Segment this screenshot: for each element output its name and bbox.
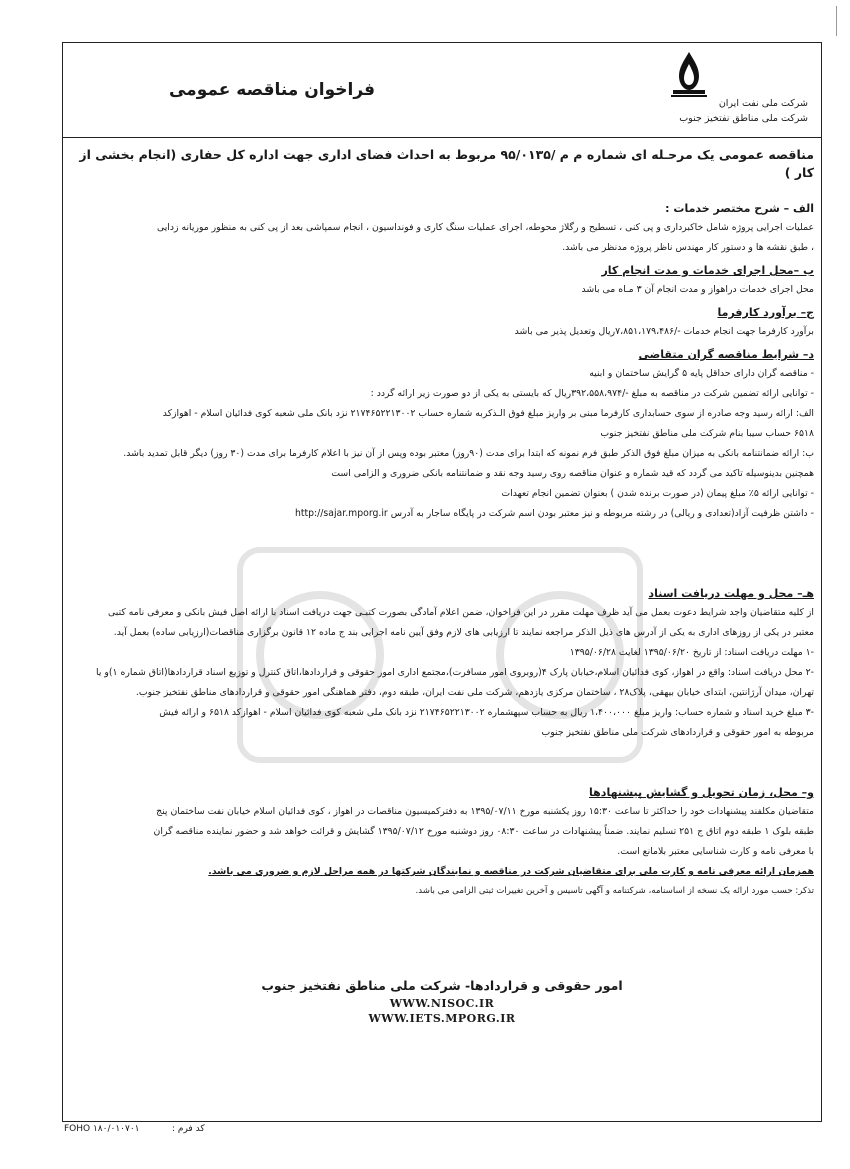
section-heading: الف – شرح مختصر خدمات :	[665, 202, 814, 215]
note-text: تذکر: حسب مورد ارائه یک نسخه از اساسنامه، شرکتنامه و آگهی تاسیس و آخرین تغییرات ثبتی الزامی می باشد.	[415, 886, 814, 896]
section-heading: ب –محل اجرای خدمات و مدت انجام کار	[601, 264, 814, 277]
section-line: تهران، میدان آرژانتین، ابتدای خیابان بیهقی، پلاک۲۸ ، ساختمان مرکزی یازدهم، شرکت ملی نفت ایران، طبقه دوم، دفتر هماهنگی امور حقوقی و قراردادهای مناطق نفتخیز جنوب.	[135, 687, 814, 698]
section-line: - داشتن ظرفیت آزاد(تعدادی و ریالی) در رشته مربوطه و نیز معتبر بودن اسم شرکت در پایگاه ساجار به آدرس http://sajar.mporg.ir	[294, 508, 814, 519]
spacer	[70, 744, 814, 778]
section-c	[70, 304, 814, 340]
section-f	[70, 784, 814, 900]
section-heading: هـ– محل و مهلت دریافت اسناد	[648, 587, 814, 600]
section-b	[70, 262, 814, 298]
document-body	[70, 146, 814, 903]
section-heading: ج– برآورد کارفرما	[717, 306, 814, 319]
footer-department: امور حقوقی و قراردادها- شرکت ملی مناطق نفتخیز جنوب	[261, 978, 623, 993]
section-line: - توانایی ارائه تضمین شرکت در مناقصه به مبلغ -/۳۹۲،۵۵۸،۹۷۴ریال که بایستی به یکی از دو صورت زیر ارائه گردد :	[370, 388, 814, 399]
form-code-label: کد فرم :	[172, 1124, 205, 1134]
section-line: عملیات اجرایی پروژه شامل خاکبرداری و پی کنی ، تسطیح و رگلاژ محوطه، اجرای عملیات سنگ کاری و فونداسیون ، انجام سمپاشی بعد از پی کنی به منظور موریانه زدایی	[156, 222, 814, 233]
section-line: از کلیه متقاضیان واجد شرایط دعوت بعمل می آید ظرف مهلت مقرر در این فراخوان، ضمن اعلام آمادگی بصورت کتبـی جهت دریافت اسناد با ارائه اصل فیش بانکی و معرفی نامه کتبی	[108, 607, 814, 618]
page-edge	[826, 6, 837, 36]
section-a	[70, 200, 814, 256]
footer-website-2: WWW.IETS.MPORG.IR	[368, 1012, 516, 1025]
section-line: با معرفی نامه و کارت شناسایی معتبر بلامانع است.	[617, 846, 814, 857]
section-line: -۱ مهلت دریافت اسناد: از تاریخ ۱۳۹۵/۰۶/۲۰ لغایت ۱۳۹۵/۰۶/۲۸	[569, 647, 814, 658]
section-line: -۳ مبلغ خرید اسناد و شماره حساب: واریز مبلغ ۱،۴۰۰،۰۰۰ ریال به حساب سپهشماره ۲۱۷۴۶۵۲۲۱۳۰۰۲ نزد بانک ملی شعبه کوی فدائیان اسلام - اهوازکد ۶۵۱۸ و ارائه فیش	[159, 707, 814, 718]
company-logo-block	[578, 50, 808, 134]
section-line: - مناقصه گران دارای حداقل پایه ۵ گرایش ساختمان و ابنیه	[589, 368, 814, 379]
company-name-line2: شرکت ملی مناطق نفتخیز جنوب	[679, 113, 808, 124]
section-line: -۲ محل دریافت اسناد: واقع در اهواز، کوی فدائیان اسلام،خیابان پارک ۴(روبروی امور مسافرت)،مجتمع اداری امور حقوقی و قراردادها،اتاق کنترل و توزیع اسناد قراردادها(اتاق شماره ۱)و یا	[96, 667, 814, 678]
section-line: - توانایی ارائه ۵٪ مبلغ پیمان (در صورت برنده شدن ) بعنوان تضمین انجام تعهدات	[501, 488, 814, 499]
company-name	[578, 96, 808, 126]
nioc-logo-icon	[665, 50, 713, 98]
spacer	[70, 525, 814, 579]
form-code: FOHO ۱۸۰/۰۱۰۷۰۱	[64, 1124, 140, 1134]
section-heading: د– شرایط مناقصه گران متقاضی	[638, 348, 814, 361]
section-e	[70, 585, 814, 741]
section-line: متقاضیان مکلفند پیشنهادات خود را حداکثر تا ساعت ۱۵:۳۰ روز یکشنبه مورخ ۱۳۹۵/۰۷/۱۱ به دفترکمیسیون مناقصات در اهواز ، کوی فدائیان اسلام خیابان نفت ساختمان پنج	[156, 806, 814, 817]
section-line: طبقه بلوک ۱ طبقه دوم اتاق ج ۲۵۱ تسلیم نمایند. ضمناً پیشنهادات در ساعت ۰۸:۳۰ روز دوشنبه مورخ ۱۳۹۵/۰۷/۱۲ گشایش و قرائت خواهد شد و حضور نماینده مناقصه گران	[153, 826, 814, 837]
section-line: همچنین بدینوسیله تاکید می گردد که قید شماره و عنوان مناقصه روی رسید وجه نقد و ضمانتنامه بانکی ضروری و الزامی است	[331, 468, 814, 479]
document-footer	[62, 976, 822, 1026]
notice-bold: همزمان ارائه معرفی نامه و کارت ملی برای متقاضیان شرکت در مناقصه و نمایندگان شرکتها در همه مراحل لازم و ضروری می باشد.	[208, 866, 814, 877]
document-header	[62, 42, 822, 138]
section-heading: و– محل، زمان تحویل و گشایش پیشنهادها	[589, 786, 814, 799]
section-line: معتبر در یکی از روزهای اداری به یکی از آدرس های ذیل الذکر مراجعه نمایند تا ارزیابی های لازم وفق آیین نامه اجرایی بند ج ماده ۱۲ قانون برگزاری مناقصات(ارزیابی ساده) بعمل آید.	[113, 627, 814, 638]
section-line: ب: ارائه ضمانتنامه بانکی به میزان مبلغ فوق الذکر طبق فرم نمونه که ابتدا برای مدت (۹۰روز) معتبر بوده وپس از آن نیز با اعلام کارفرما برای مدت (۳۰ روز) دیگر قابل تمدید باشد.	[123, 448, 814, 459]
section-line: الف: ارائه رسید وجه صادره از سوی حسابداری کارفرما مبنی بر واریز مبلغ فوق الـذکربه شماره حساب ۲۱۷۴۶۵۲۲۱۳۰۰۲ نزد بانک ملی شعبه کوی فدائیان اسلام - اهوازکد	[162, 408, 814, 419]
section-line: ۶۵۱۸ حساب سیبا بنام شرکت ملی مناطق نفتخیز جنوب	[600, 428, 814, 439]
section-d	[70, 346, 814, 522]
tender-title: مناقصه عمومی یک مرحـله ای شماره م م /۹۵/۰۱۳۵ مربوط به احداث فضای اداری جهت اداره کل حفاری (انجام بخشی از کار )	[79, 147, 814, 180]
page-title: فراخوان مناقصه عمومی	[168, 80, 376, 100]
section-line: برآورد کارفرما جهت انجام خدمات -/۷،۸۵۱،۱۷۹،۴۸۶ریال وتعدیل پذیر می باشد	[514, 326, 814, 337]
footer-website-1: WWW.NISOC.IR	[389, 997, 495, 1010]
section-line: مربوطه به امور حقوقی و قراردادهای شرکت ملی مناطق نفتخیز جنوب	[541, 727, 814, 738]
section-line: محل اجرای خدمات دراهواز و مدت انجام آن ۳ مـاه می باشد	[581, 284, 814, 295]
section-line: ، طبق نقشه ها و دستور کار مهندس ناظر پروژه مدنظر می باشد.	[562, 242, 814, 253]
company-name-line1: شرکت ملی نفت ایران	[718, 98, 808, 109]
